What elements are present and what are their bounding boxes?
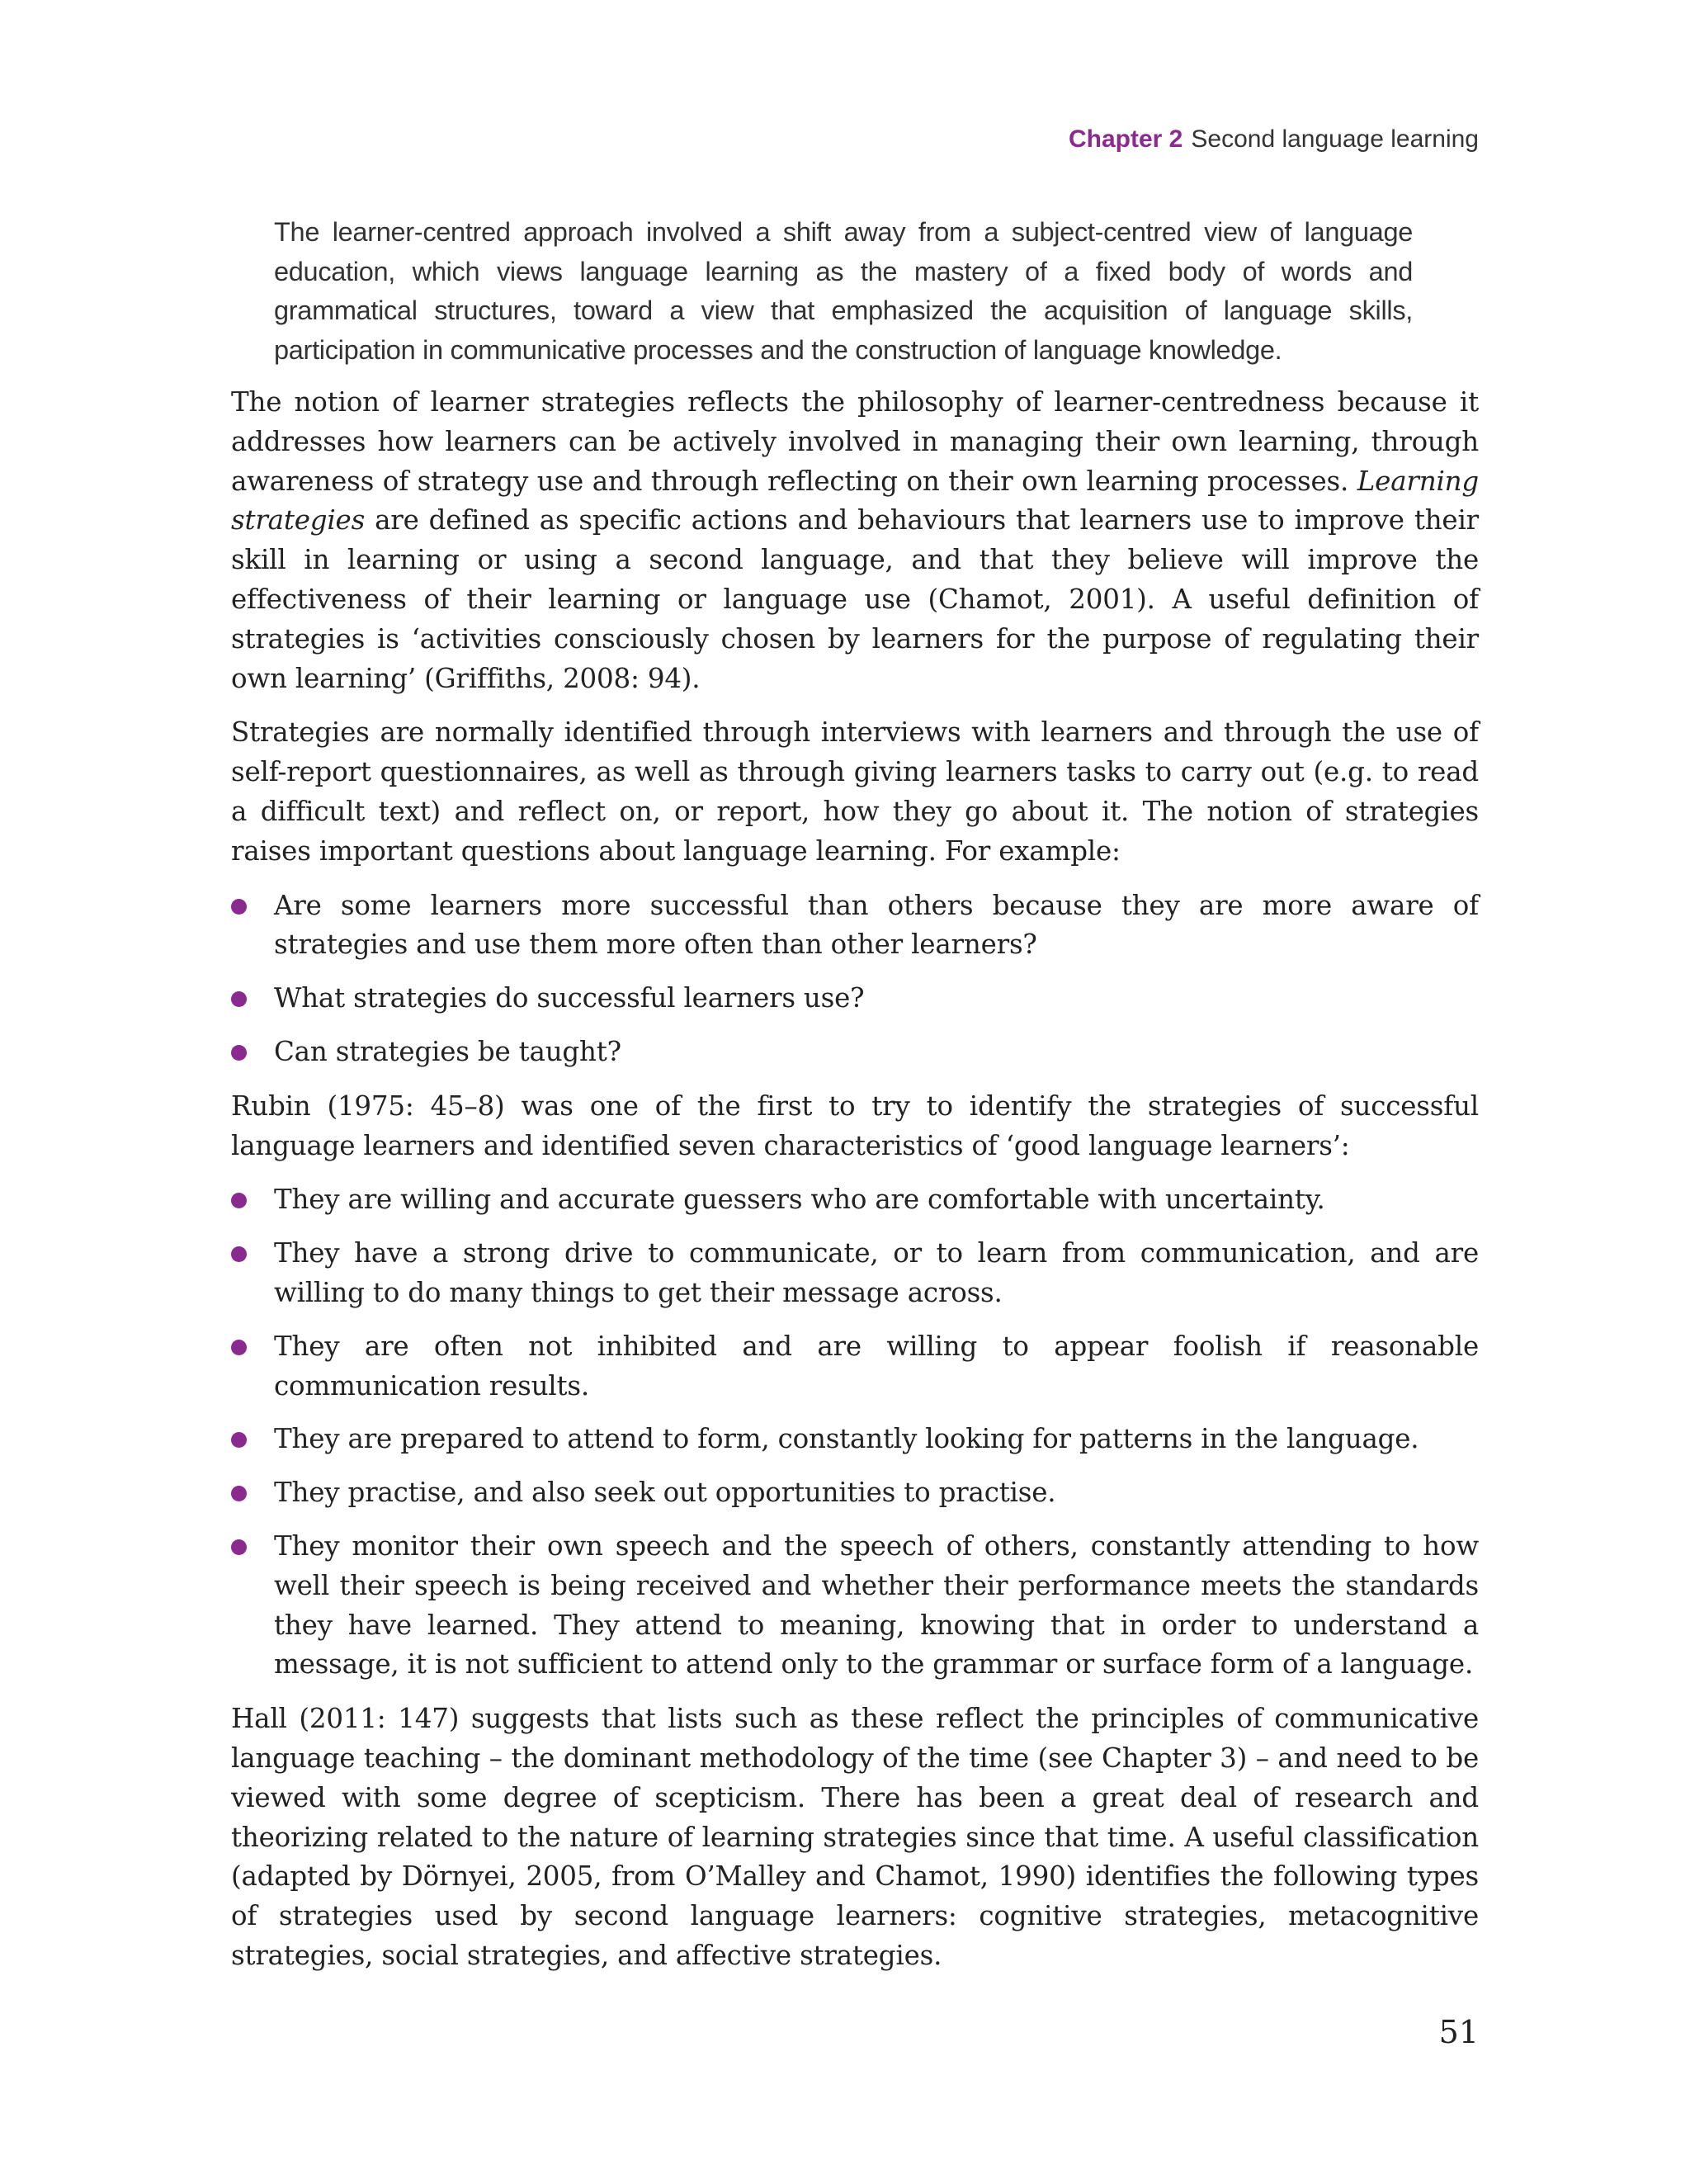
list-item [231, 1473, 1479, 1513]
list-item [231, 1327, 1479, 1406]
list-item-text: They monitor their own speech and the speech of others, constantly attending to how well their speech is being received and whether their performance meets the standards they have learned. They attend to meaning, knowing that in order to understand a message, it is not sufficient to attend only to the grammar or surface form of a language. [274, 1529, 1479, 1681]
paragraph-identifying-strategies: Strategies are normally identified through interviews with learners and through the use of self-report questionnaires, as well as through giving learners tasks to carry out (e.g. to read a difficult text) and reflect on, or report, how they go about it. The notion of strategies raises important questions about language learning. For example: [231, 716, 1479, 867]
list-item-text: They are often not inhibited and are willing to appear foolish if reasonable communication results. [274, 1330, 1479, 1402]
list-item-text: They practise, and also seek out opportunities to practise. [274, 1477, 1056, 1509]
questions-list [231, 886, 1479, 1072]
bullet-dot-icon [231, 991, 247, 1007]
emphasis-term: Learning strategies [231, 465, 1479, 537]
bullet-dot-icon [231, 1246, 247, 1262]
list-item-text: Are some learners more successful than others because they are more aware of strategies and use them more often than other learners? [274, 889, 1479, 961]
characteristics-list [231, 1180, 1479, 1685]
list-item [231, 979, 1479, 1019]
bullet-dot-icon [231, 1486, 247, 1501]
list-item-text: What strategies do successful learners use? [274, 982, 865, 1014]
list-item-text: They are prepared to attend to form, constantly looking for patterns in the language. [274, 1423, 1419, 1455]
list-item-text: Can strategies be taught? [274, 1035, 621, 1067]
list-item [231, 1234, 1479, 1313]
chapter-title: Second language learning [1191, 125, 1479, 153]
bullet-dot-icon [231, 899, 247, 915]
bullet-dot-icon [231, 1045, 247, 1061]
bullet-dot-icon [231, 1432, 247, 1448]
block-quote: The learner-centred approach involved a shift away from a subject-centred view of language education, which views language learning as the mastery of a fixed body of words and grammatical structures, toward a view that emphasized the acquisition of language skills, participation in communicative processes and the construction of language knowledge. [274, 217, 1413, 365]
page-body [231, 213, 1479, 1991]
chapter-label: Chapter 2 [1069, 125, 1183, 153]
bullet-dot-icon [231, 1539, 247, 1555]
bullet-dot-icon [231, 1193, 247, 1208]
paragraph-hall: Hall (2011: 147) suggests that lists such as these reflect the principles of communicative language teaching – the dominant methodology of the time (see Chapter 3) – and need to be viewed with some degree of scepticism. There has been a great deal of research and theorizing related to the nature of learning strategies since that time. A useful classification (adapted by Dörnyei, 2005, from O’Malley and Chamot, 1990) identifies the following types of strategies used by second language learners: cognitive strategies, metacognitive strategies, social strategies, and affective strategies. [231, 1703, 1479, 1971]
paragraph-learner-strategies [231, 383, 1479, 698]
bullet-dot-icon [231, 1340, 247, 1355]
list-item [231, 1180, 1479, 1220]
page-number: 51 [1438, 2014, 1479, 2050]
list-item [231, 886, 1479, 966]
list-item [231, 1527, 1479, 1685]
paragraph-text: The notion of learner strategies reflects the philosophy of learner-centredness because it addresses how learners can be actively involved in managing their own learning, through awareness of strategy use and through reflecting on their own learning processes. [231, 386, 1479, 497]
list-item-text: They are willing and accurate guessers who are comfortable with uncertainty. [274, 1184, 1325, 1216]
list-item [231, 1420, 1479, 1459]
paragraph-text: are defined as specific actions and behaviours that learners use to improve their skill in learning or using a second language, and that they believe will improve the effectiveness of their learning or language use (Chamot, 2001). A useful definition of strategies is ‘activities consciously chosen by learners for the purpose of regulating their own learning’ (Griffiths, 2008: 94). [231, 504, 1479, 694]
list-item [231, 1033, 1479, 1072]
paragraph-rubin: Rubin (1975: 45–8) was one of the first to try to identify the strategies of successful language learners and identified seven characteristics of ‘good language learners’: [231, 1090, 1479, 1161]
running-head [1069, 125, 1479, 154]
list-item-text: They have a strong drive to communicate, or to learn from communication, and are willing to do many things to get their message across. [274, 1237, 1479, 1308]
